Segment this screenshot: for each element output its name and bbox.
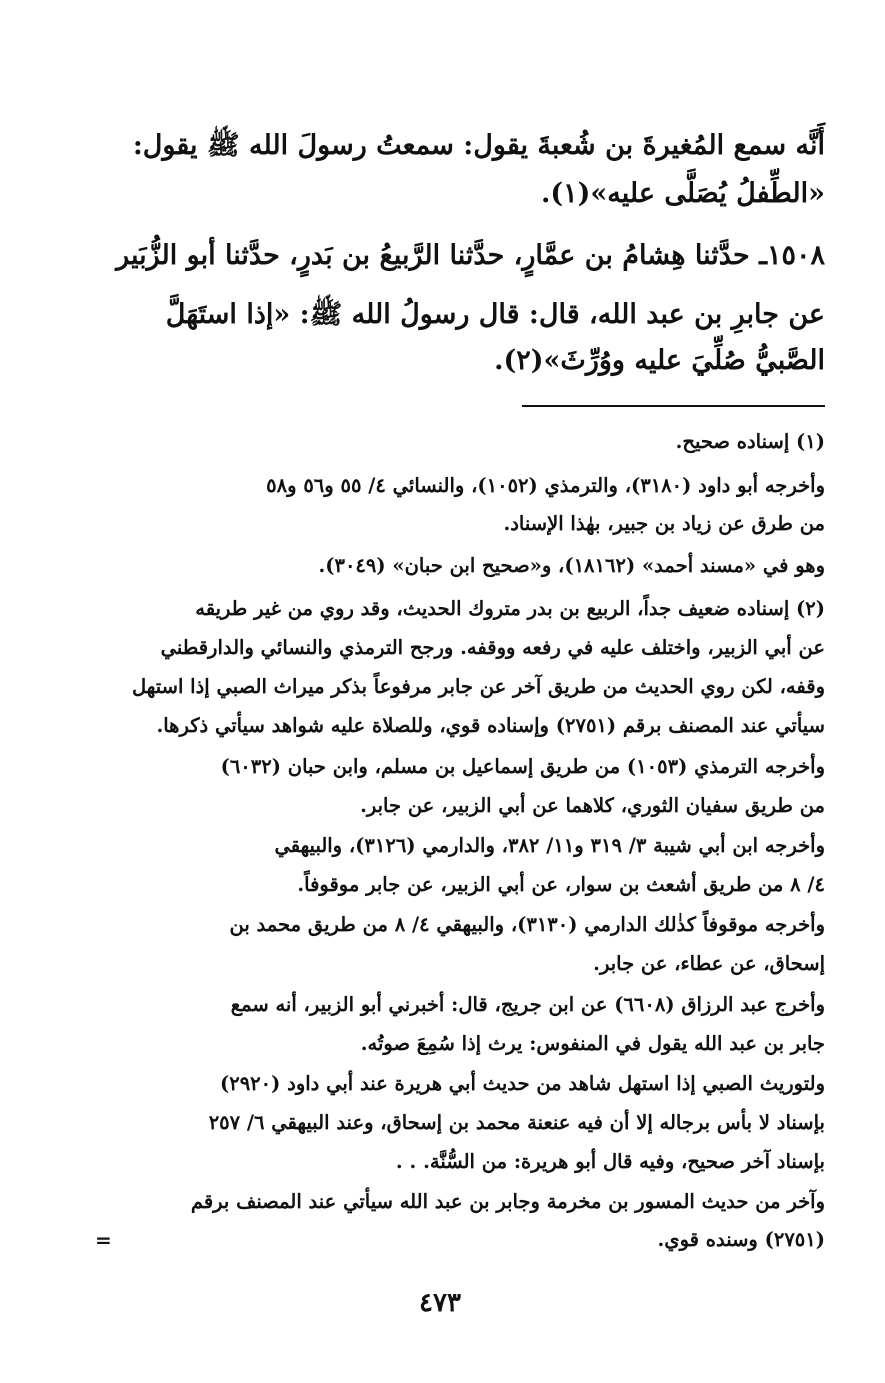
footnote-line: سيأتي عند المصنف برقم (٢٧٥١) وإسناده قوي، وللصلاة عليه شواهد سيأتي ذكرها. (156, 714, 825, 737)
footnote-line: ٤/ ٨ من طريق أشعث بن سوار، عن أبي الزبير، عن جابر موقوفاً. (297, 873, 825, 896)
footnote-line: وأخرجه الترمذي (١٠٥٣) من طريق إسماعيل بن مسلم، وابن حبان (٦٠٣٢) (220, 755, 825, 778)
footnote-line: (٢) إسناده ضعيف جداً، الربيع بن بدر متروك الحديث، وقد روي من غير طريقه (195, 597, 825, 620)
main-text-line: «الطِّفلُ يُصَلَّى عليه»(١). (540, 178, 825, 209)
footnote-line: وآخر من حديث المسور بن مخرمة وجابر بن عبد الله سيأتي عند المصنف برقم (190, 1190, 825, 1213)
footnote-line: من طريق سفيان الثوري، كلاهما عن أبي الزبير، عن جابر. (360, 794, 825, 817)
footnote-line: وهو في «مسند أحمد» (١٨١٦٢)، و«صحيح ابن حبان» (٣٠٤٩). (318, 554, 825, 577)
footnote-line: عن أبي الزبير، واختلف عليه في رفعه ووقفه. ورجح الترمذي والنسائي والدارقطني (160, 636, 825, 659)
footnote-line: جابر بن عبد الله يقول في المنفوس: يرث إذا سُمِعَ صوتُه. (360, 1032, 825, 1055)
page-number: ٤٧٣ (419, 1288, 461, 1318)
footnote-line: بإسناد آخر صحيح، وفيه قال أبو هريرة: من السُّنَّة. . . (395, 1150, 825, 1173)
footnote-line: (١) إسناده صحيح. (675, 430, 825, 453)
footnote-line: إسحاق، عن عطاء، عن جابر. (593, 952, 825, 975)
footnote-line: بإسناد لا بأس برجاله إلا أن فيه عنعنة محمد بن إسحاق، وعند البيهقي ٦/ ٢٥٧ (208, 1111, 825, 1134)
footnote-line: وقفه، لكن روي الحديث من طريق آخر عن جابر مرفوعاً بذكر ميراث الصبي إذا استهل (131, 675, 825, 698)
footnote-line: (٢٧٥١) وسنده قوي. (657, 1228, 825, 1251)
footnote-line: وأخرجه موقوفاً كذٰلك الدارمي (٣١٣٠)، والبيهقي ٤/ ٨ من طريق محمد بن (229, 913, 825, 936)
main-text-line: أَنَّه سمع المُغيرةَ بن شُعبةَ يقول: سمعتُ رسولَ الله ﷺ يقول: (132, 130, 825, 161)
footnote-separator (522, 405, 825, 407)
main-text-line: عن جابرِ بن عبد الله، قال: قال رسولُ الله ﷺ: «إذا استَهَلَّ (165, 299, 825, 330)
footnote-line: من طرق عن زياد بن جبير، بهٰذا الإسناد. (503, 512, 825, 535)
continuation-mark: = (95, 1228, 112, 1252)
footnote-line: وأخرج عبد الرزاق (٦٦٠٨) عن ابن جريج، قال: أخبرني أبو الزبير، أنه سمع (230, 993, 825, 1016)
main-text-line: ١٥٠٨ـ حدَّثنا هِشامُ بن عمَّارٍ، حدَّثنا الرَّبيعُ بن بَدرٍ، حدَّثنا أبو الزُّبَير (116, 240, 825, 271)
footnote-line: ولتوريث الصبي إذا استهل شاهد من حديث أبي هريرة عند أبي داود (٢٩٢٠) (219, 1072, 825, 1095)
footnote-line: وأخرجه ابن أبي شيبة ٣/ ٣١٩ و١١/ ٣٨٢، والدارمي (٣١٢٦)، والبيهقي (274, 834, 825, 857)
main-text-line: الصَّبيُّ صُلِّيَ عليه ووُرِّثَ»(٢). (494, 345, 825, 376)
footnote-line: وأخرجه أبو داود (٣١٨٠)، والترمذي (١٠٥٢)، والنسائي ٤/ ٥٥ و٥٦ و٥٨ (266, 474, 825, 497)
